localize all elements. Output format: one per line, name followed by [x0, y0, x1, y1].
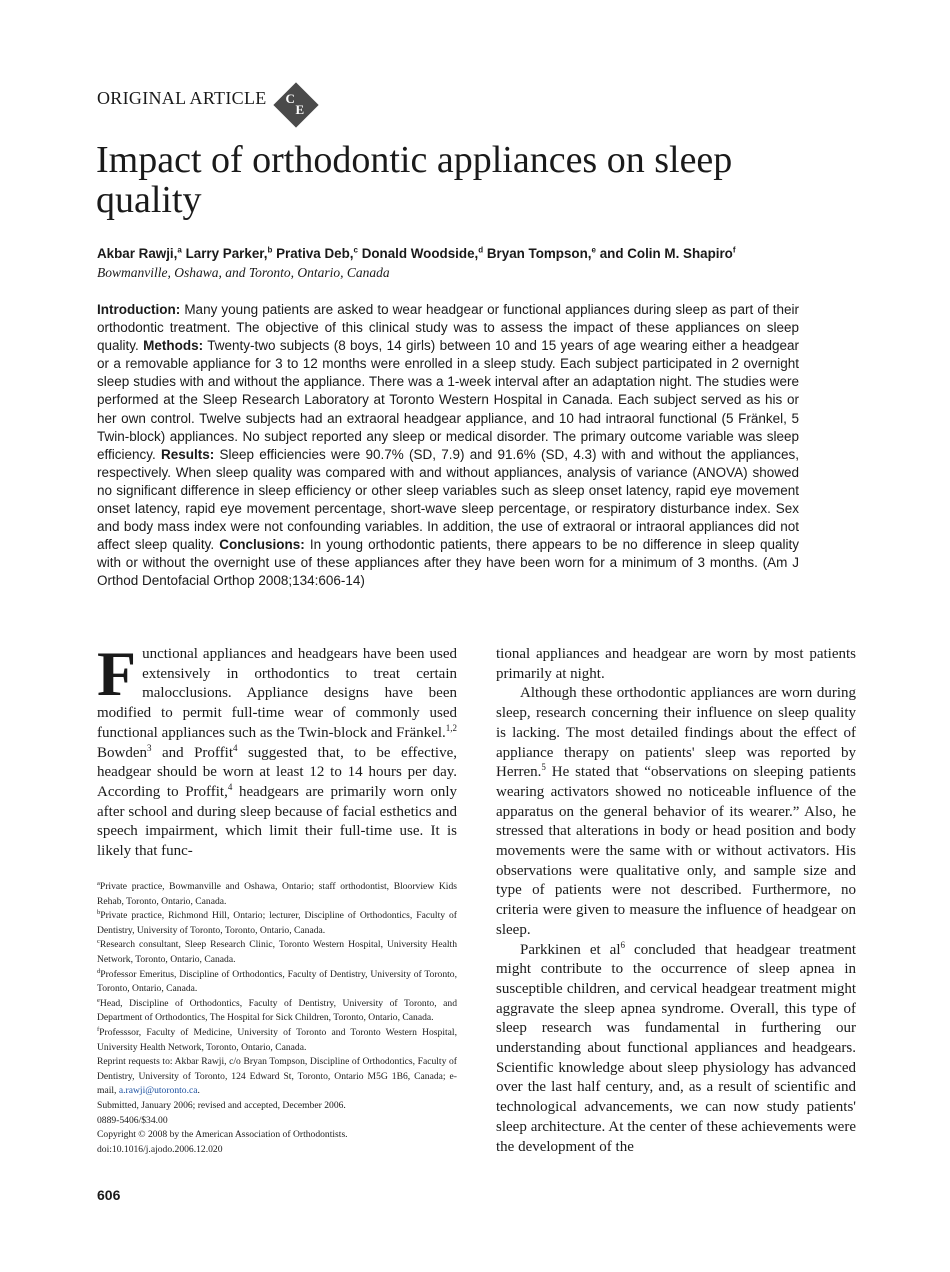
copyright-line: Copyright © 2008 by the American Association of Orthodontists. [97, 1129, 348, 1141]
email-link[interactable]: a.rawji@utoronto.ca [118, 1085, 198, 1097]
reprint-end: . [197, 1085, 200, 1097]
body-column-right [496, 645, 856, 1157]
footnote [97, 880, 457, 909]
ce-logo [273, 82, 319, 128]
footnote-marker: d [97, 967, 101, 975]
body-paragraph: tional appliances and headgear are worn by most patients primarily at night. [496, 646, 856, 682]
footnote [97, 938, 457, 967]
author-sup: f [732, 245, 736, 255]
body-text: concluded that headgear treatment might contribute to the occurrence of sleep apnea in susceptible children, and cervical headgear treatment might aggravate the sleep apnea syndrome. Overall, this type of sleep research was fundamental in furthering our understanding about functional appliances and headgears. Scientific knowledge about sleep physiology has advanced over the last half century, and, as a result of scientific and technological advancements, we can now study patients' sleep architecture. At the center of these achievements were the development of the [496, 941, 856, 1155]
author-sup: e [591, 245, 596, 255]
doi-line[interactable]: doi:10.1016/j.ajodo.2006.12.020 [97, 1143, 223, 1155]
affiliation: Bowmanville, Oshawa, and Toronto, Ontario, Canada [97, 265, 390, 280]
reference-link[interactable]: 3 [147, 742, 152, 753]
body-text: and Proffit [151, 744, 233, 761]
footnote [97, 968, 457, 997]
body-paragraph [496, 684, 856, 940]
reference-link[interactable]: 6 [620, 939, 626, 950]
abstract [97, 301, 799, 591]
abstract-conclusions-text: In young orthodontic patients, there appears to be no difference in sleep quality with or without the overnight use of these appliances after they have been worn for a minimum of 3 months. (Am J Orthod Dentofacial Orthop 2008;134:606-14) [97, 537, 799, 589]
price-line: 0889-5406/$34.00 [97, 1114, 168, 1126]
author-sup: c [353, 245, 358, 255]
author-sup: a [177, 245, 182, 255]
reference-link[interactable]: 5 [541, 762, 546, 773]
abstract-methods-label: Methods: [143, 338, 204, 354]
footnote [97, 997, 457, 1026]
footnote-text: Private practice, Richmond Hill, Ontario; lecturer, Discipline of Orthodontics, Faculty of Dentistry, University of Toronto, Toronto, Ontario, Canada. [97, 910, 457, 936]
author-list [97, 245, 857, 263]
author-sup: b [267, 245, 273, 255]
article-type-label: ORIGINAL ARTICLE [97, 87, 267, 108]
body-text: He stated that “observations on sleeping patients wearing activators showed no noticeable influence of the apparatus on the general behavior of its wearer.” Also, he stressed that alterations in body or head position and body movements were the same with or without activators. His observations were qualitative only, and sample size and type of patients were not described. Furthermore, no criteria were given to measure the influence of headgear on sleep. [496, 764, 856, 938]
ce-logo-e: E [295, 102, 305, 117]
body-text: Bowden [97, 744, 147, 761]
reprint-request [97, 1055, 457, 1099]
reference-link[interactable]: 4 [232, 742, 238, 753]
footnote [97, 909, 457, 938]
body-text: Parkkinen et al [520, 941, 621, 958]
footnote-text: Private practice, Bowmanville and Oshawa, Ontario; staff orthodontist, Bloorview Kids Rehab, Toronto, Ontario, Canada. [97, 881, 457, 907]
body-text: Although these orthodontic appliances are worn during sleep, research concerning their influence on sleep quality is lacking. The most detailed findings about the effect of appliance therapy on patients' sleep was reported by Herren. [496, 685, 856, 781]
author-sup: d [478, 245, 484, 255]
author-name: Donald Woodside, [361, 246, 479, 261]
footnote-marker: e [97, 996, 100, 1004]
footnote-marker: b [97, 909, 101, 916]
abstract-methods-text: Twenty-two subjects (8 boys, 14 girls) between 10 and 15 years of age wearing either a headgear or a removable appliance for 3 to 12 months were enrolled in a sleep study. Each subject participated in 2 overnight sleep studies with and without the appliance. There was a 1-week interval after an adaptation night. The studies were performed at the Sleep Research Laboratory at Toronto Western Hospital in Canada. Each subject served as his or her own control. Twelve subjects had an extraoral headgear appliance, and 10 had intraoral functional (5 Fränkel, 5 Twin-block) appliances. No subject reported any sleep or medical disorder. The primary outcome variable was sleep efficiency. [97, 338, 799, 462]
footnote-text: Research consultant, Sleep Research Clinic, Toronto Western Hospital, University Health Network, Toronto, Ontario, Canada. [97, 939, 457, 965]
author-name: Akbar Rawji, [97, 246, 178, 261]
abstract-conclusions-label: Conclusions: [219, 537, 305, 553]
footnote [97, 1026, 457, 1055]
footnote-marker: a [97, 879, 100, 887]
abstract-results-text: Sleep efficiencies were 90.7% (SD, 7.9) and 91.6% (SD, 4.3) with and without the appliances, respectively. When sleep quality was compared with and without appliances, analysis of variance (ANOVA) showed no significant difference in sleep efficiency or other sleep variables such as sleep onset latency, rapid eye movement onset latency, rapid eye movement percentage, short-wave sleep percentage, or respiratory disturbance index. Sex and body mass index were not confounding variables. In addition, the use of extraoral or intraoral appliances did not affect sleep quality. [97, 446, 799, 553]
reprint-text: Reprint requests to: Akbar Rawji, c/o Bryan Tompson, Discipline of Orthodontics, Faculty of Dentistry, University of Toronto, 124 Edward St, Toronto, Ontario M5G 1B6, Canada; e-mail, [97, 1056, 457, 1097]
footnotes [97, 880, 457, 1157]
footnote-text: Professsor, Faculty of Medicine, University of Toronto and Toronto Western Hospital, University Health Network, Toronto, Ontario, Canada. [97, 1026, 457, 1053]
body-paragraph [97, 638, 457, 862]
body-text: suggested that, to be effective, headgear should be worn at least 12 to 14 hours per day. According to Proffit, [97, 744, 457, 800]
author-name: Prativa Deb, [276, 246, 354, 261]
drop-cap: F [97, 638, 137, 709]
reference-link[interactable]: 1,2 [445, 722, 457, 733]
abstract-results-label: Results: [161, 446, 215, 462]
article-header [97, 68, 319, 128]
abstract-intro-text: Many young patients are asked to wear headgear or functional appliances during sleep as part of their orthodontic treatment. The objective of this clinical study was to assess the impact of these appliances on sleep quality. [97, 302, 799, 354]
ce-logo-c: C [285, 91, 295, 106]
footnote-text: Head, Discipline of Orthodontics, Faculty of Dentistry, University of Toronto, and Department of Orthodontics, The Hospital for Sick Children, Toronto, Ontario, Canada. [97, 997, 457, 1024]
footnote-marker: f [97, 1025, 100, 1033]
body-text: unctional appliances and headgears have been used extensively in orthodontics to treat certain malocclusions. Appliance designs have been modified to permit full-time wear of commonly used functional appliances such as the Twin-block and Fränkel. [97, 646, 457, 741]
abstract-intro-label: Introduction: [97, 302, 181, 317]
reference-link[interactable]: 4 [227, 781, 233, 792]
submitted-line: Submitted, January 2006; revised and accepted, December 2006. [97, 1099, 346, 1111]
author-name: Larry Parker, [185, 246, 268, 261]
footnote-text: Professor Emeritus, Discipline of Orthodontics, Faculty of Dentistry, University of Toronto, Toronto, Ontario, Canada. [97, 968, 457, 995]
body-column-left [97, 638, 457, 862]
page-number: 606 [97, 1187, 121, 1203]
body-paragraph [496, 941, 856, 1158]
article-title: Impact of orthodontic appliances on sleep quality [96, 139, 733, 221]
author-name: and Colin M. Shapiro [599, 246, 733, 261]
footnote-marker: c [97, 938, 100, 946]
author-name: Bryan Tompson, [486, 246, 592, 261]
body-text: headgears are primarily worn only after school and during sleep because of facial esthetics and speech impairment, which limit their full-time use. It is likely that func- [97, 783, 457, 860]
